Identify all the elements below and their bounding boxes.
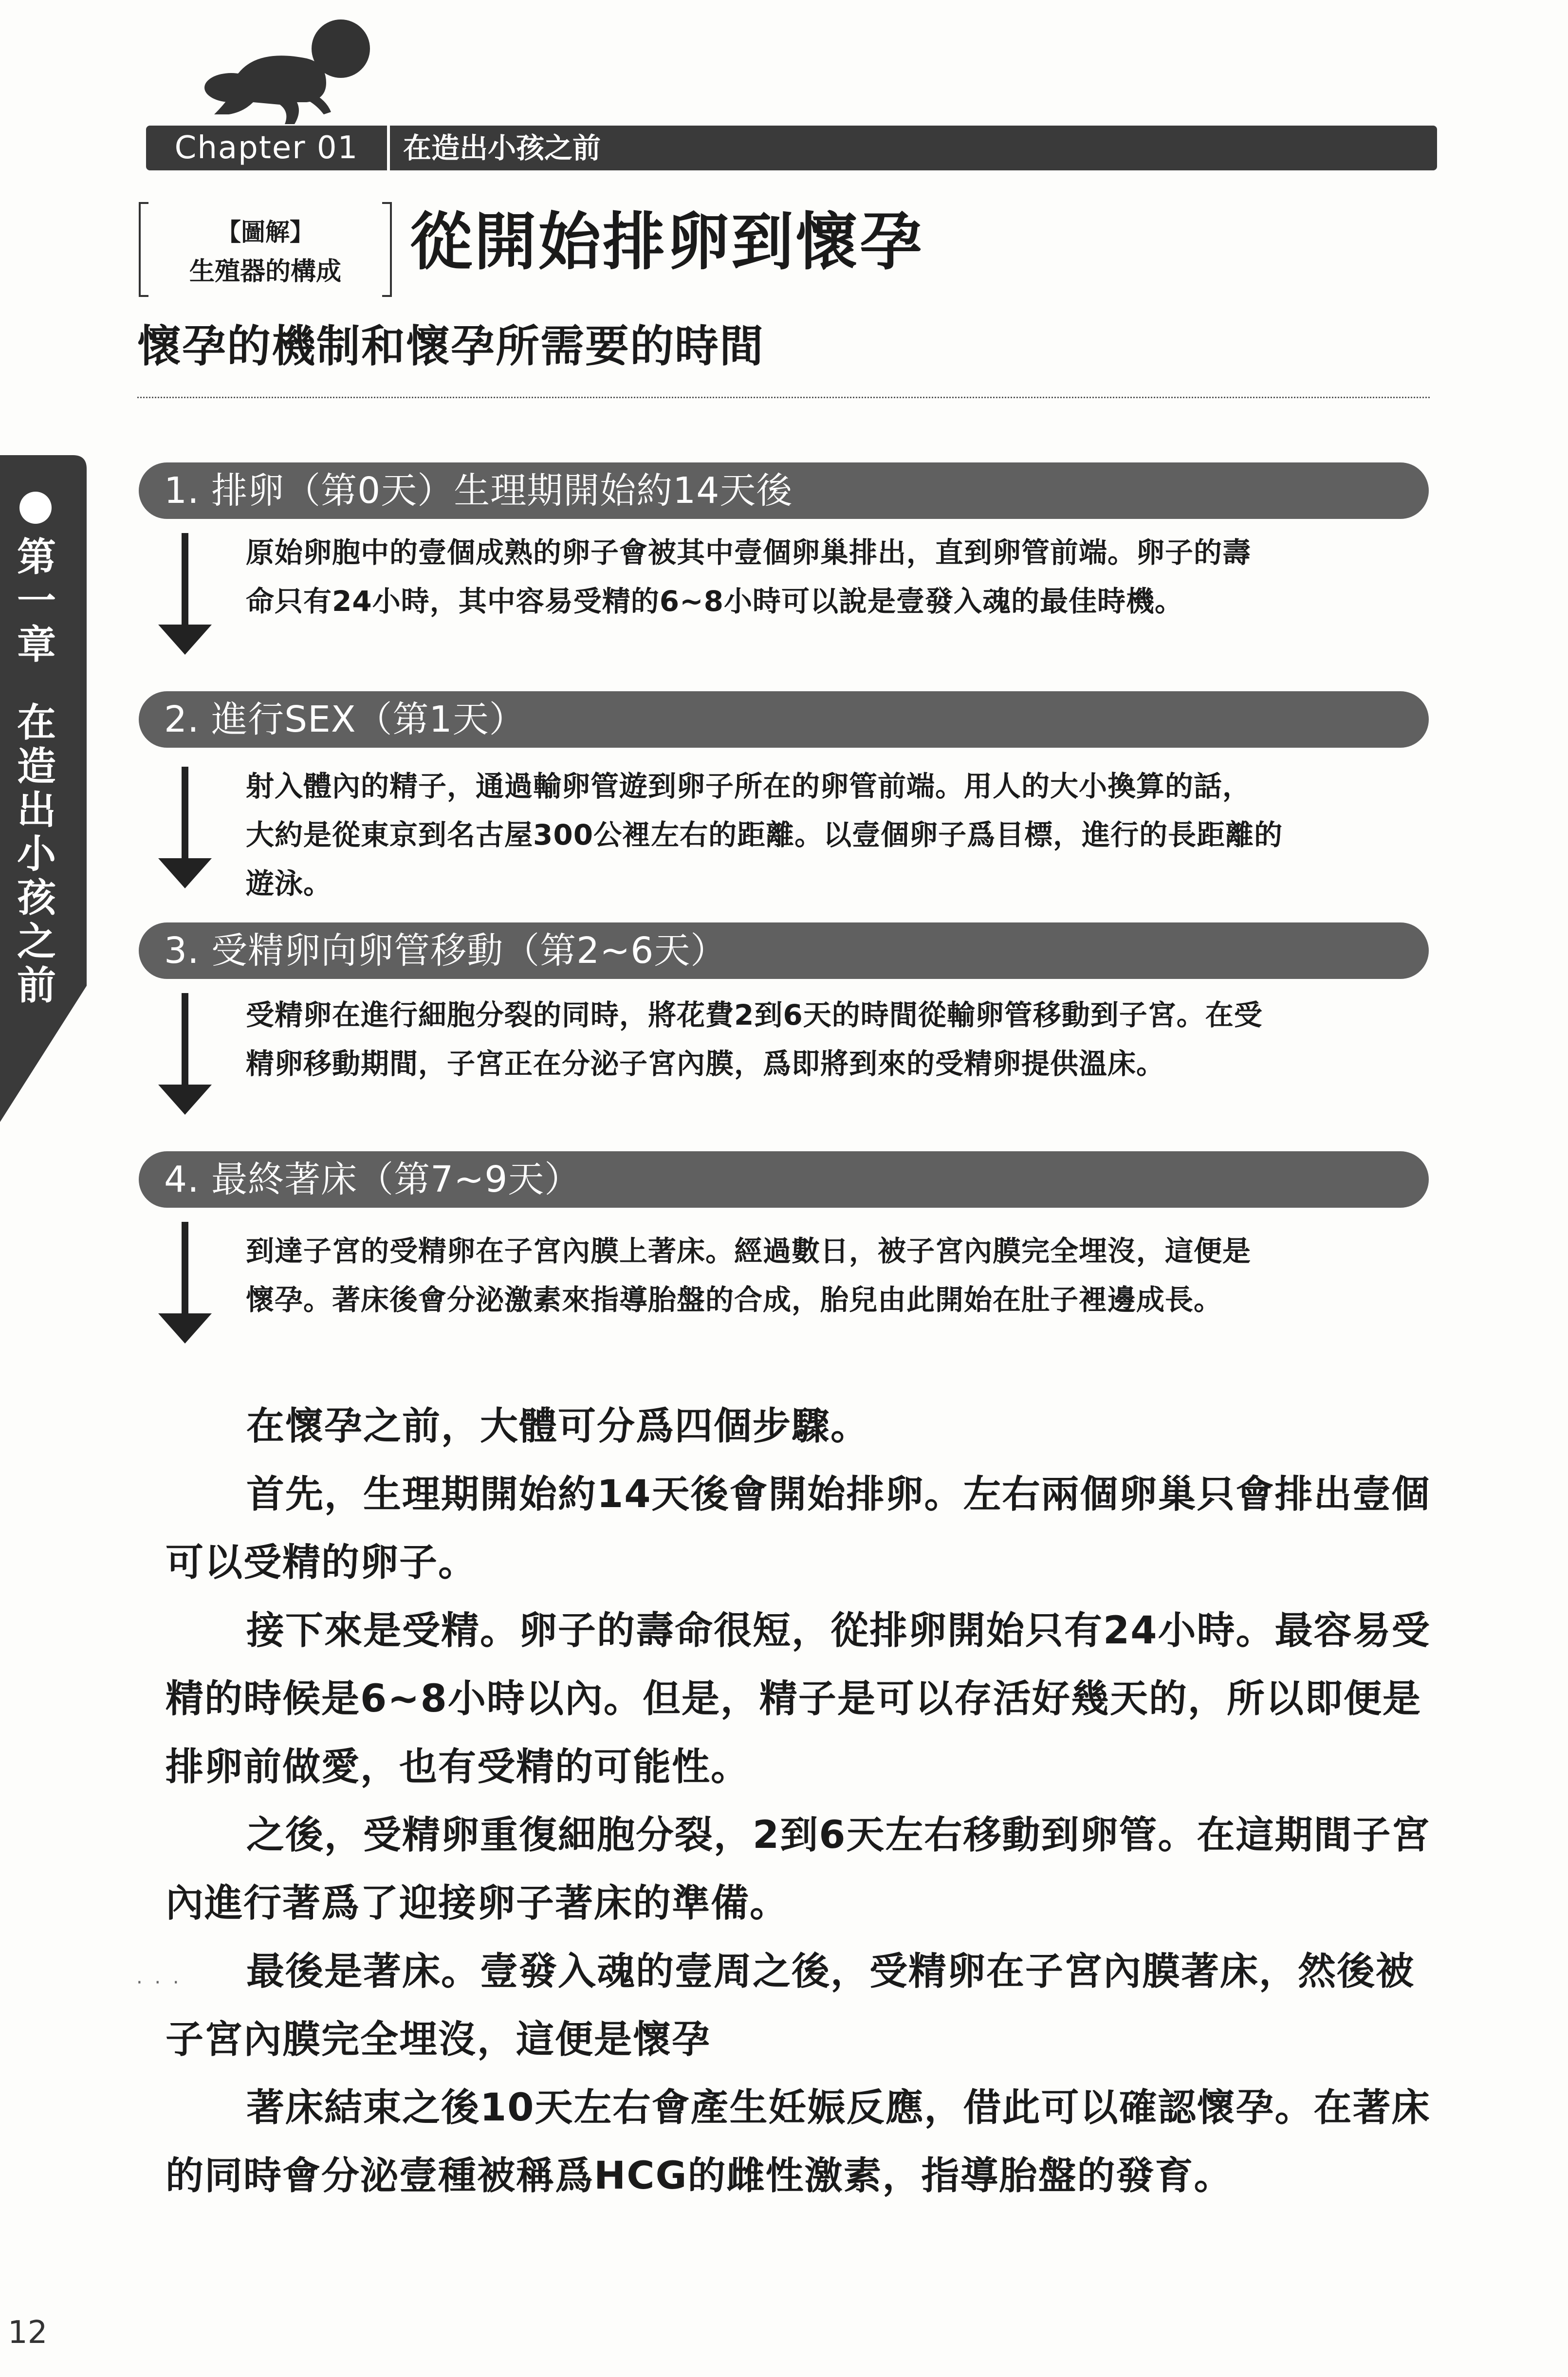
step-1-line: 原始卵胞中的壹個成熟的卵子會被其中壹個卵巢排出，直到卵管前端。卵子的壽 [246, 536, 1252, 569]
body-paragraph: 首先，生理期開始約14天後會開始排卵。左右兩個卵巢只會排出壹個可以受精的卵子。 [166, 1473, 1431, 1585]
step-3-heading-bar [139, 922, 1429, 979]
step-4-description [246, 1227, 1414, 1324]
side-tab-char: 之 [17, 919, 56, 964]
margin-mark: · · · [136, 1972, 182, 1994]
side-tab-char: 第 [17, 534, 56, 580]
step-4-heading-bar [139, 1151, 1429, 1208]
step-2-line: 大約是從東京到名古屋300公裡左右的距離。以壹個卵子爲目標，進行的長距離的 [246, 818, 1283, 851]
page-title: 從開始排卵到懷孕 [410, 206, 924, 278]
side-tab-char: 造 [17, 744, 56, 789]
step-1-heading: 1. 排卵（第0天）生理期開始約14天後 [164, 470, 793, 512]
step-4-heading: 4. 最終著床（第7~9天） [164, 1159, 581, 1200]
side-tab-char: 孩 [17, 875, 56, 921]
dotted-divider [137, 397, 1430, 398]
tag-topic: 生殖器的構成 [189, 257, 341, 286]
side-tab-char: 一 [17, 578, 56, 624]
step-1-line: 命只有24小時，其中容易受精的6~8小時可以說是壹發入魂的最佳時機。 [246, 585, 1184, 618]
chapter-label: Chapter 01 [146, 126, 390, 170]
down-arrow-icon [158, 993, 212, 1115]
side-tab-bullet-icon [19, 492, 52, 524]
chapter-header-bar [146, 126, 1437, 170]
page-number: 12 [8, 2315, 48, 2351]
crawling-baby-icon [180, 15, 394, 131]
tag-label: 【圖解】 [217, 218, 314, 246]
step-2-line: 遊泳。 [246, 867, 332, 900]
side-tab-char: 章 [17, 622, 56, 667]
page-subtitle: 懷孕的機制和懷孕所需要的時間 [137, 321, 764, 372]
step-3-heading: 3. 受精卵向卵管移動（第2~6天） [164, 930, 727, 972]
down-arrow-icon [158, 1222, 212, 1344]
side-tab-char: 在 [17, 700, 56, 745]
body-paragraph: 最後是著床。壹發入魂的壹周之後，受精卵在子宮內膜著床，然後被子宮內膜完全埋沒，這便是懷孕 [166, 1950, 1415, 2062]
step-2-heading-bar [139, 691, 1429, 748]
body-paragraph: 著床結束之後10天左右會產生妊娠反應，借此可以確認懷孕。在著床的同時會分泌壹種被稱爲HCG的雌性激素，指導胎盤的發育。 [166, 2086, 1431, 2198]
side-tab-char: 前 [17, 963, 56, 1008]
step-2-line: 射入體內的精子，通過輸卵管遊到卵子所在的卵管前端。用人的大小換算的話， [246, 770, 1252, 803]
down-arrow-icon [158, 533, 212, 655]
body-paragraph: 接下來是受精。卵子的壽命很短，從排卵開始只有24小時。最容易受精的時候是6~8小時以內。但是，精子是可以存活好幾天的，所以即便是排卵前做愛，也有受精的可能性。 [166, 1609, 1431, 1789]
side-tab-char: 小 [17, 831, 56, 877]
step-4-line: 到達子宮的受精卵在子宮內膜上著床。經過數日，被子宮內膜完全埋沒，這便是 [246, 1235, 1252, 1268]
step-3-description [246, 991, 1414, 1088]
step-3-line: 受精卵在進行細胞分裂的同時，將花費2到6天的時間從輸卵管移動到子宮。在受 [246, 998, 1263, 1032]
side-tab-char: 出 [17, 788, 56, 833]
step-1-heading-bar [139, 462, 1429, 519]
body-paragraph: 在懷孕之前，大體可分爲四個步驟。 [246, 1404, 870, 1448]
step-1-description [246, 528, 1414, 626]
diagram-tag-box [139, 202, 392, 297]
step-2-heading: 2. 進行SEX（第1天） [164, 699, 526, 740]
step-3-line: 精卵移動期間，子宮正在分泌子宮內膜，爲即將到來的受精卵提供溫床。 [246, 1047, 1165, 1080]
body-paragraph: 之後，受精卵重復細胞分裂，2到6天左右移動到卵管。在這期間子宮內進行著爲了迎接卵子著床的準備。 [166, 1813, 1431, 1925]
body-text [166, 1392, 1431, 2210]
step-4-line: 懷孕。著床後會分泌激素來指導胎盤的合成，胎兒由此開始在肚子裡邊成長。 [246, 1283, 1223, 1316]
chapter-title: 在造出小孩之前 [403, 131, 601, 165]
step-2-description [246, 762, 1414, 908]
down-arrow-icon [158, 767, 212, 888]
